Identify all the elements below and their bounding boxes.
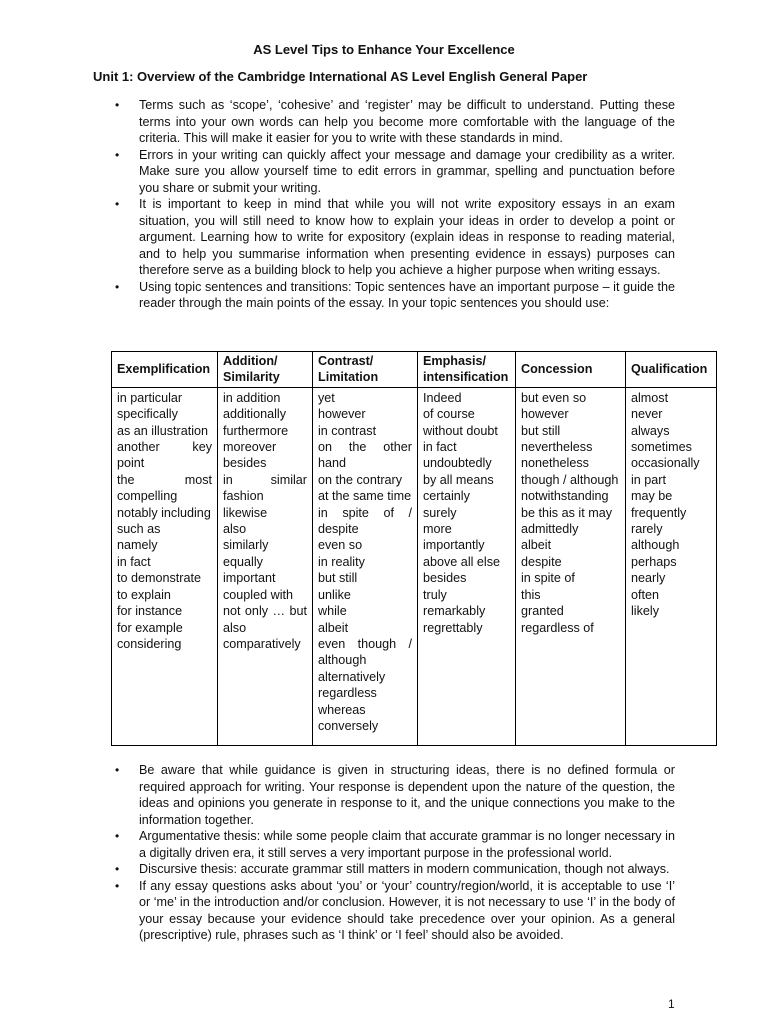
- table-cell-item: surely: [423, 505, 457, 520]
- table-cell-item: to demonstrate: [117, 571, 202, 586]
- table-cell-item: moreover: [223, 440, 277, 455]
- tips-list-bottom: [115, 762, 675, 944]
- unit-heading: Unit 1: Overview of the Cambridge International AS Level English General Paper: [93, 69, 588, 84]
- table-cell-item: undoubtedly: [423, 456, 492, 471]
- table-cell-item: in contrast: [318, 423, 377, 438]
- table-cell-item: truly: [423, 587, 447, 602]
- table-cell-item: another key point: [117, 440, 212, 471]
- table-cell-item: yet: [318, 390, 335, 405]
- table-cell-item: despite: [521, 554, 562, 569]
- table-cell-item: in addition: [223, 390, 281, 405]
- table-cell-item: nearly: [631, 571, 666, 586]
- table-cell-item: though / although: [521, 472, 619, 487]
- column-qualification: [626, 387, 717, 745]
- column-addition-similarity: [218, 387, 313, 745]
- header-qualification: Qualification: [626, 352, 717, 388]
- table-cell-item: admittedly: [521, 522, 579, 537]
- table-cell-item: considering: [117, 636, 182, 651]
- table-cell-item: alternatively: [318, 669, 386, 684]
- table-cell-item: in spite of / despite: [318, 505, 412, 537]
- table-cell-item: unlike: [318, 587, 351, 602]
- table-cell-item: however: [521, 407, 569, 422]
- table-cell-item: but even so: [521, 390, 587, 405]
- document-title: AS Level Tips to Enhance Your Excellence: [253, 42, 515, 57]
- table-row: [112, 387, 717, 745]
- table-cell-item: in fact: [117, 554, 151, 569]
- bullet-item: • Terms such as ‘scope’, ‘cohesive’ and ‘register’ may be difficult to understand. Putting these terms into your own words can help you become more comfortable with the language of the criteria. This will make it easier for you to write with these standards in mind.: [115, 97, 675, 147]
- table-cell-item: frequently: [631, 505, 687, 520]
- header-contrast-limitation: Contrast/ Limitation: [313, 352, 418, 388]
- table-cell-item: more importantly: [423, 522, 485, 553]
- bullet-item: • Argumentative thesis: while some people claim that accurate grammar is no longer necessary in a digitally driven era, it still serves a very important purpose in the professional world.: [115, 828, 675, 861]
- table-cell-item: on the other hand: [318, 440, 412, 471]
- table-cell-item: even though / although: [318, 636, 412, 668]
- table-cell-item: comparatively: [223, 636, 301, 651]
- table-cell-item: whereas: [318, 702, 366, 717]
- table-cell-item: granted: [521, 604, 564, 619]
- bullet-item: • Be aware that while guidance is given in structuring ideas, there is no defined formula or required approach for writing. Your response is dependent upon the nature of the question, the ideas and opinions you generate in response to it, and the unique connections you make to the information together.: [115, 762, 675, 828]
- table-cell-item: namely: [117, 538, 158, 553]
- table-cell-item: besides: [223, 456, 267, 471]
- tips-list-top: [115, 97, 675, 312]
- header-concession: Concession: [516, 352, 626, 388]
- header-exemplification: Exemplification: [112, 352, 218, 388]
- table-cell-item: also: [223, 522, 247, 537]
- table-cell-item: notwithstanding: [521, 489, 609, 504]
- table-cell-item: of course: [423, 407, 475, 422]
- table-cell-item: besides: [423, 571, 467, 586]
- table-cell-item: in part: [631, 472, 667, 487]
- table-cell-item: likewise: [223, 505, 268, 520]
- table-cell-item: in particular: [117, 390, 183, 405]
- table-cell-item: without doubt: [423, 423, 498, 438]
- bullet-item: • Errors in your writing can quickly affect your message and damage your credibility as a writer. Make sure you allow yourself time to edit errors in grammar, spelling and punctuation before you share or submit your writing.: [115, 147, 675, 197]
- table-cell-item: as an illustration: [117, 423, 209, 438]
- table-cell-item: notably including: [117, 505, 211, 520]
- table-cell-item: almost: [631, 390, 669, 405]
- table-cell-item: above all else: [423, 554, 501, 569]
- table-cell-item: even so: [318, 538, 363, 553]
- table-cell-item: may be: [631, 489, 673, 504]
- table-cell-item: in spite of: [521, 571, 575, 586]
- table-cell-item: on the contrary: [318, 472, 403, 487]
- table-cell-item: often: [631, 587, 660, 602]
- table-cell-item: additionally: [223, 407, 287, 422]
- header-addition-similarity: Addition/ Similarity: [218, 352, 313, 388]
- table-cell-item: to explain: [117, 587, 171, 602]
- table-cell-item: certainly: [423, 489, 470, 504]
- table-cell-item: nonetheless: [521, 456, 589, 471]
- table-cell-item: however: [318, 407, 366, 422]
- table-cell-item: but still: [521, 423, 561, 438]
- column-concession: [516, 387, 626, 745]
- table-cell-item: by all means: [423, 472, 494, 487]
- bullet-item: • It is important to keep in mind that while you will not write expository essays in an exam situation, you will still need to know how to explain your ideas in order to develop a point or argument. Learning how to write for expository (explain ideas in response to reading material, and to help you summarise information when presenting evidence in essays) purposes can therefore serve as a building block to help you achieve a higher purpose when writing essays.: [115, 196, 675, 279]
- table-cell-item: regardless: [318, 686, 377, 701]
- table-cell-item: occasionally: [631, 456, 700, 471]
- table-cell-item: the most compelling: [117, 472, 212, 504]
- table-cell-item: in similar fashion: [223, 472, 307, 504]
- table-cell-item: be this as it may: [521, 505, 612, 520]
- table-cell-item: similarly: [223, 538, 269, 553]
- table-cell-item: in reality: [318, 554, 365, 569]
- table-cell-item: at the same time: [318, 489, 412, 504]
- table-cell-item: albeit: [318, 620, 349, 635]
- table-cell-item: perhaps: [631, 554, 677, 569]
- table-cell-item: but still: [318, 571, 358, 586]
- column-exemplification: [112, 387, 218, 745]
- table-cell-item: always: [631, 423, 670, 438]
- table-cell-item: such as: [117, 522, 161, 537]
- table-cell-item: not only … but also: [223, 604, 307, 635]
- table-cell-item: although: [631, 538, 680, 553]
- table-cell-item: conversely: [318, 718, 379, 733]
- table-cell-item: albeit: [521, 538, 552, 553]
- table-cell-item: for instance: [117, 604, 183, 619]
- table-cell-item: sometimes: [631, 440, 692, 455]
- table-cell-item: coupled with: [223, 587, 294, 602]
- column-contrast-limitation: [313, 387, 418, 745]
- table-cell-item: this: [521, 587, 541, 602]
- table-cell-item: for example: [117, 620, 183, 635]
- bullet-item: • Using topic sentences and transitions: Topic sentences have an important purpose – it guide the reader through the main points of the essay. In your topic sentences you should use:: [115, 279, 675, 312]
- table-cell-item: nevertheless: [521, 440, 593, 455]
- table-cell-item: regardless of: [521, 620, 594, 635]
- table-cell-item: never: [631, 407, 663, 422]
- table-cell-item: rarely: [631, 522, 663, 537]
- table-cell-item: Indeed: [423, 390, 462, 405]
- table-cell-item: while: [318, 604, 347, 619]
- table-cell-item: equally important: [223, 554, 276, 586]
- table-cell-item: likely: [631, 604, 659, 619]
- table-cell-item: furthermore: [223, 423, 289, 438]
- table-header-row: [112, 352, 717, 388]
- table-cell-item: regrettably: [423, 620, 483, 635]
- table-cell-item: in fact: [423, 440, 457, 455]
- transition-phrases-table: [111, 351, 717, 746]
- column-emphasis-intensification: [418, 387, 516, 745]
- bullet-item: • If any essay questions asks about ‘you’ or ‘your’ country/region/world, it is acceptable to use ‘I’ or ‘me’ in the introduction and/or conclusion. However, it is not necessary to use ‘I’ in the body of your essay because your evidence should take precedence over your opinion. As a general (prescriptive) rule, phrases such as ‘I think’ or ‘I feel’ should also be avoided.: [115, 878, 675, 944]
- page-number: 1: [668, 997, 675, 1011]
- table-cell-item: remarkably: [423, 604, 486, 619]
- table-cell-item: specifically: [117, 407, 178, 422]
- header-emphasis-intensification: Emphasis/ intensification: [418, 352, 516, 388]
- bullet-item: • Discursive thesis: accurate grammar still matters in modern communication, though not always.: [115, 861, 675, 878]
